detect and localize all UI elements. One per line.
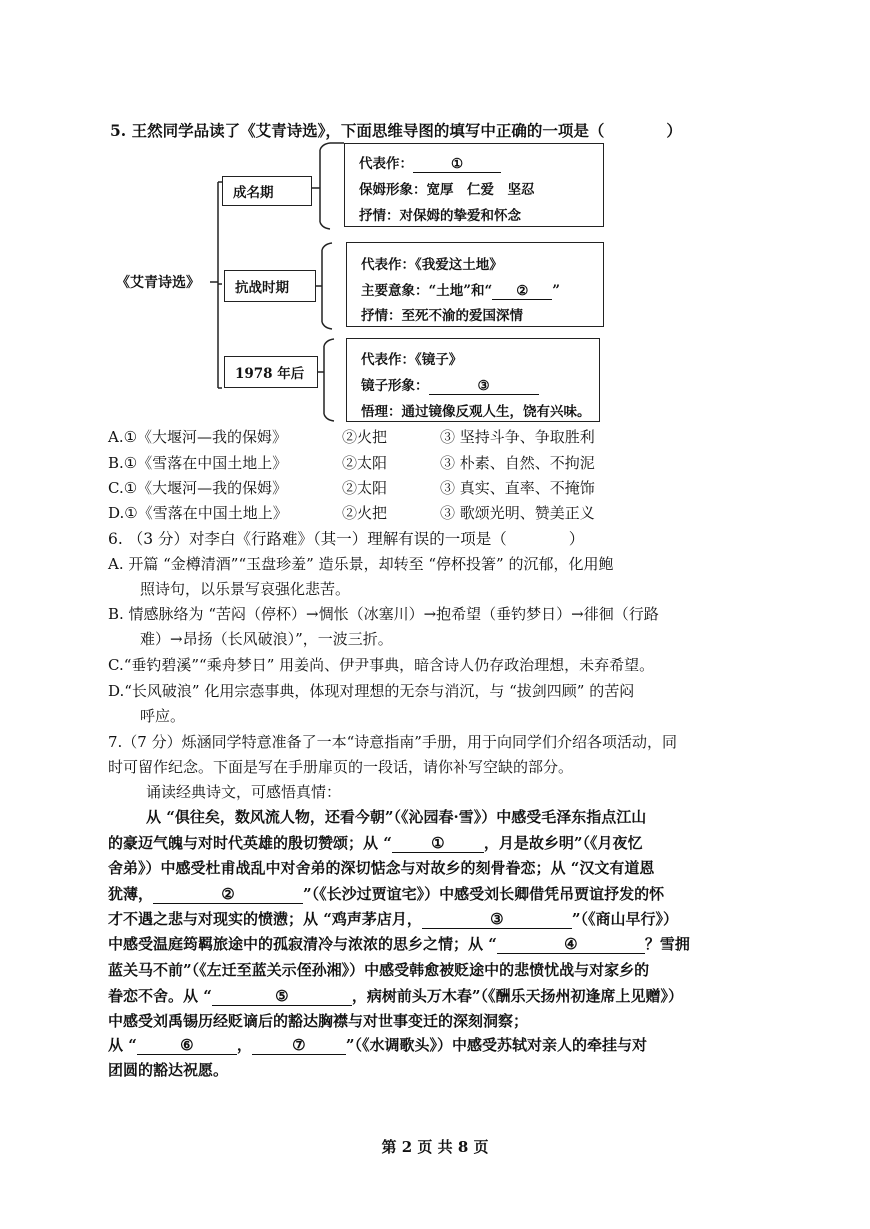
option-b-2: ②太阳 xyxy=(342,454,388,472)
q7-text: 才不遇之悲与对现实的愤懑；从 “鸡声茅店月， xyxy=(108,910,422,928)
page-footer: 第 2 页 共 8 页 xyxy=(381,1138,489,1156)
q7-text: 从 “ xyxy=(108,1036,137,1054)
blank-q7-5: ⑤ xyxy=(212,988,352,1006)
blank-q7-2: ② xyxy=(153,886,303,904)
q7-text: ”（《商山早行》） xyxy=(571,910,678,928)
option-c-2: ②太阳 xyxy=(342,479,388,497)
option-a-1: A.①《大堰河—我的保姆》 xyxy=(108,428,288,446)
blank-q7-7: ⑦ xyxy=(252,1037,346,1055)
q7-text: ，病树前头万木春”（《酬乐天扬州初逢席上见赠》） xyxy=(351,987,683,1005)
q7-text: ”（《水调歌头》）中感受苏轼对亲人的牵挂与对 xyxy=(345,1036,648,1054)
mindmap-root: 《艾青诗选》 xyxy=(116,275,200,291)
q7-line: 蓝关马不前”（《左迁至蓝关示侄孙湘》）中感受韩愈被贬途中的悲愤忧战与对家乡的 xyxy=(108,961,650,979)
q7-line: 团圆的豁达祝愿。 xyxy=(108,1061,229,1079)
option-d-1: D.①《雪落在中国土地上》 xyxy=(108,504,288,522)
q6-option-a: A. 开篇 “金樽清酒”“玉盘珍羞” 造乐景，却转至 “停杯投箸” 的沉郁，化用鲍 xyxy=(108,555,614,573)
detail-box-1 xyxy=(344,143,604,227)
q7-text: 中感受温庭筠羁旅途中的孤寂清冷与浓浓的思乡之情；从 “ xyxy=(108,935,497,953)
blank-3: ③ xyxy=(429,379,539,395)
option-b-1: B.①《雪落在中国土地上》 xyxy=(108,454,288,472)
option-a-2: ②火把 xyxy=(342,428,388,446)
q7-text: ？雪拥 xyxy=(644,935,690,953)
stage-label: 抗战时期 xyxy=(235,280,289,296)
box-label: 镜子形象： xyxy=(361,378,429,394)
blank-q7-4: ④ xyxy=(497,936,645,954)
stage-box-2 xyxy=(224,270,316,302)
q7-line: 舍弟》）中感受杜甫战乱中对舍弟的深切惦念与对故乡的刻骨眷恋；从 “汉文有道恩 xyxy=(108,859,655,877)
q7-text: 眷恋不舍。从 “ xyxy=(108,987,212,1005)
q6-option-d-cont: 呼应。 xyxy=(140,707,186,725)
blank-q7-3: ③ xyxy=(422,911,572,929)
q6-stem: 6. （3 分）对李白《行路难》（其一）理解有误的一项是（ ） xyxy=(108,530,585,548)
q7-text: ”（《长沙过贾谊宅》）中感受刘长卿借凭吊贾谊抒发的怀 xyxy=(303,885,665,903)
stage-box-1 xyxy=(222,176,312,206)
detail-box-2 xyxy=(346,242,604,327)
option-a-3: ③ 坚持斗争、争取胜利 xyxy=(440,428,595,446)
stage-label: 成名期 xyxy=(233,185,274,201)
q7-stem-1: 7.（7 分）烁涵同学特意准备了一本“诗意指南”手册，用于向同学们介绍各项活动，同 xyxy=(108,733,677,751)
option-c-1: C.①《大堰河—我的保姆》 xyxy=(108,479,288,497)
box-line: 抒情：对保姆的挚爱和怀念 xyxy=(359,208,521,224)
q7-line: 从 “俱往矣，数风流人物，还看今朝”（《沁园春·雪》）中感受毛泽东指点江山 xyxy=(146,808,647,826)
box-line: 悟理：通过镜像反观人生，饶有兴味。 xyxy=(361,404,591,420)
box-line: 代表作：《我爱这土地》 xyxy=(361,257,503,273)
option-c-3: ③ 真实、直率、不掩饰 xyxy=(440,479,595,497)
stage-box-3 xyxy=(224,356,318,388)
blank-1: ① xyxy=(413,157,501,173)
blank-2: ② xyxy=(492,284,552,300)
q5-stem: 5. 王然同学品读了《艾青诗选》，下面思维导图的填写中正确的一项是（ ） xyxy=(110,121,682,140)
q7-stem-2: 时可留作纪念。下面是写在手册扉页的一段话，请你补写空缺的部分。 xyxy=(108,758,574,776)
q7-text: ，月是故乡明”（《月夜忆 xyxy=(483,834,643,852)
q6-option-b-cont: 难）→昂扬（长风破浪）”，一波三折。 xyxy=(140,630,393,648)
blank-q7-1: ① xyxy=(392,835,484,853)
box-line: 代表作：《镜子》 xyxy=(361,352,463,368)
q6-option-b: B. 情感脉络为 “苦闷（停杯）→惆怅（冰塞川）→抱希望（垂钓梦日）→徘徊（行路 xyxy=(108,605,659,623)
q7-text: ， xyxy=(236,1036,252,1054)
stage-label: 1978 年后 xyxy=(235,366,305,382)
q7-text: 犹薄， xyxy=(108,885,154,903)
quote-end: ” xyxy=(552,283,561,299)
box-line: 抒情：至死不渝的爱国深情 xyxy=(361,308,523,324)
option-d-3: ③ 歌颂光明、赞美正义 xyxy=(440,504,595,522)
q7-stem-3: 诵读经典诗文，可感悟真情： xyxy=(146,783,342,801)
q7-line: 中感受刘禹锡历经贬谪后的豁达胸襟与对世事变迁的深刻洞察； xyxy=(108,1012,529,1030)
box-label: 代表作： xyxy=(359,156,413,172)
q6-option-d: D.“长风破浪” 化用宗悫事典，体现对理想的无奈与消沉，与 “拔剑四顾” 的苦闷 xyxy=(108,682,635,700)
q7-text: 的豪迈气魄与对时代英雄的殷切赞颂；从 “ xyxy=(108,834,392,852)
q6-option-c: C.“垂钓碧溪”“乘舟梦日” 用姜尚、伊尹事典，暗含诗人仍存政治理想，未弃希望。 xyxy=(108,656,655,674)
box-label: 主要意象：“土地”和“ xyxy=(361,283,493,299)
option-d-2: ②火把 xyxy=(342,504,388,522)
q6-option-a-cont: 照诗句，以乐景写哀强化悲苦。 xyxy=(140,580,351,598)
box-line: 保姆形象：宽厚 仁爱 坚忍 xyxy=(359,182,535,198)
option-b-3: ③ 朴素、自然、不拘泥 xyxy=(440,454,595,472)
blank-q7-6: ⑥ xyxy=(137,1037,237,1055)
detail-box-3 xyxy=(346,338,600,422)
